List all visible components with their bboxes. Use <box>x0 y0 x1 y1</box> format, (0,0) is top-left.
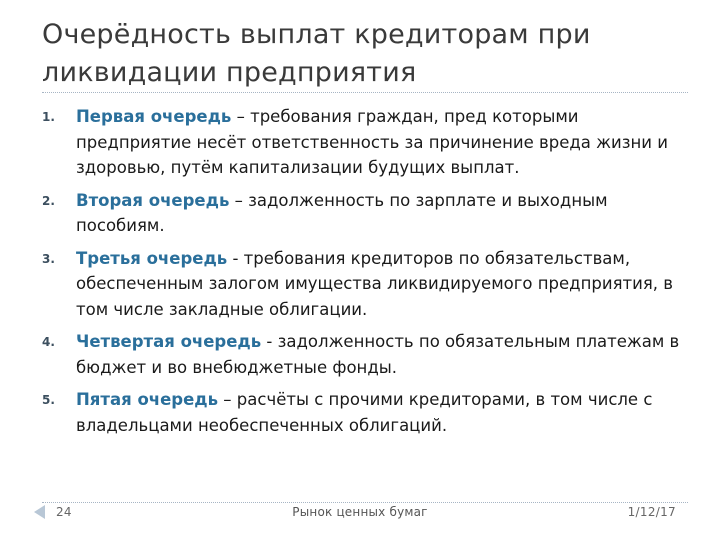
list-text: – задолженность по зарплате и выходным пособиям. <box>76 190 608 235</box>
list-term: Третья очередь <box>76 248 228 268</box>
list-term: Пятая очередь <box>76 390 219 409</box>
page-number: 24 <box>56 505 72 519</box>
list-item <box>42 329 682 380</box>
list-number: 1. <box>42 110 55 124</box>
footer-title: Рынок ценных бумаг <box>292 505 428 519</box>
list-number: 2. <box>42 193 55 208</box>
slide-title: Очерёдность выплат кредиторам при ликвидации предприятия <box>42 19 591 88</box>
list-item <box>42 104 682 181</box>
list-item <box>42 387 682 438</box>
title-divider <box>42 92 688 93</box>
footer-divider <box>42 502 688 503</box>
list-text: - задолженность по обязательным платежам в бюджет и во внебюджетные фонды. <box>76 332 680 377</box>
list-term: Первая очередь <box>76 107 232 126</box>
list-term: Вторая очередь <box>76 190 230 210</box>
numbered-list <box>42 104 682 445</box>
list-text: - требования кредиторов по обязательствам, обеспеченным залогом имущества ликвидируемого предприятия, в том числе закладные облигации. <box>76 248 673 319</box>
list-item <box>42 246 682 323</box>
list-number: 3. <box>42 251 55 266</box>
list-item <box>42 188 682 239</box>
list-text: – требования граждан, пред которыми предприятие несёт ответственность за причинение вреда жизни и здоровью, путём капитализации будущих выплат. <box>76 107 668 177</box>
list-number: 4. <box>42 335 55 349</box>
list-term: Четвертая очередь <box>76 332 262 351</box>
list-number: 5. <box>42 393 55 407</box>
footer-date: 1/12/17 <box>627 505 676 519</box>
list-text: – расчёты с прочими кредиторами, в том числе с владельцами необеспеченных облигаций. <box>76 390 653 435</box>
